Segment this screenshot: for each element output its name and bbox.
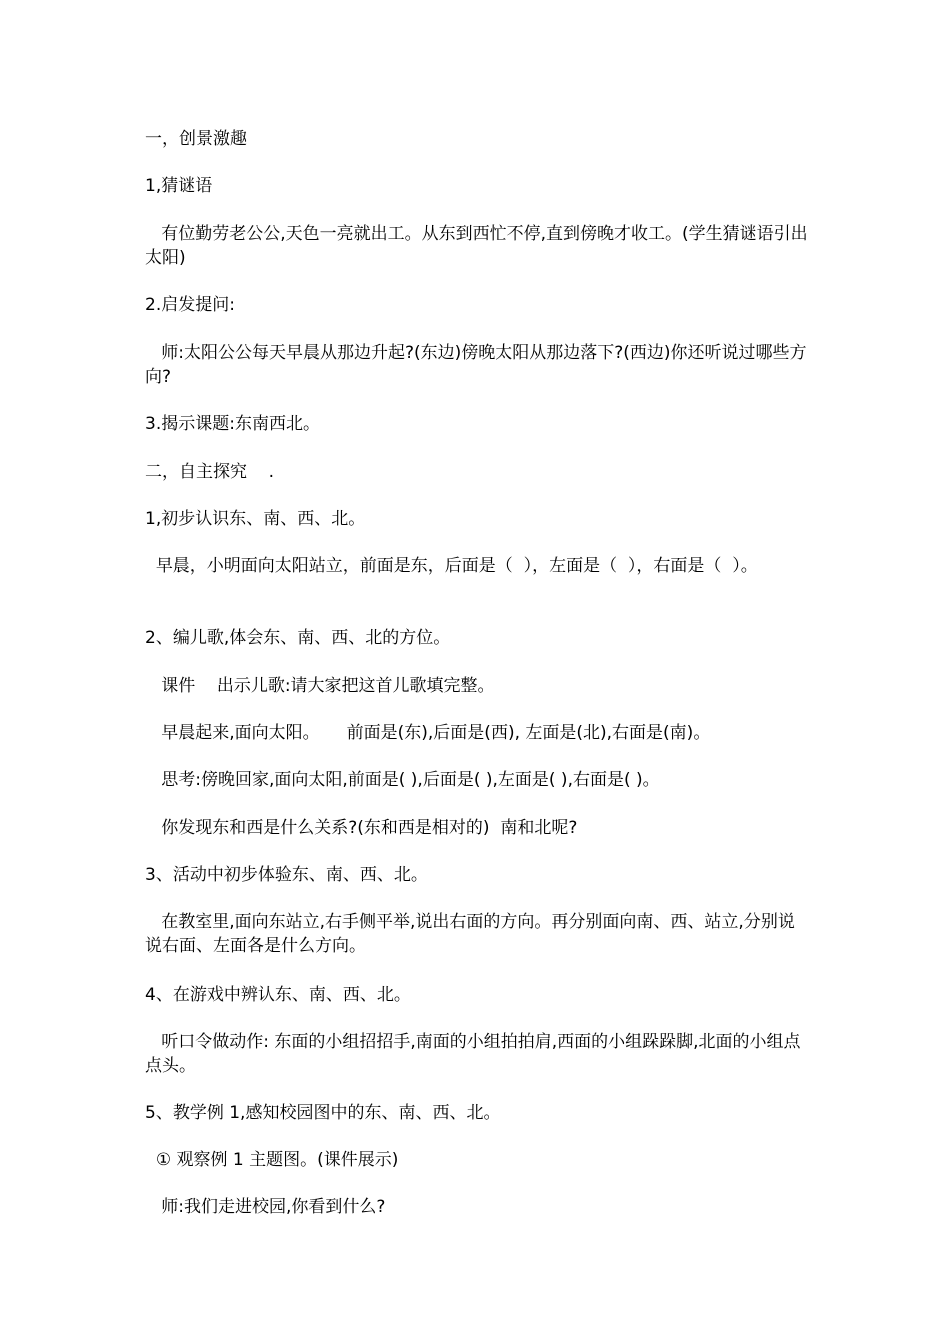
step-heading-question: 2.启发提问: <box>145 295 235 315</box>
section-heading-1: 一，创景激趣 <box>145 129 247 149</box>
step-heading-initial: 1,初步认识东、南、西、北。 <box>145 509 366 529</box>
step-heading-topic: 3.揭示课题:东南西北。 <box>145 414 320 434</box>
section-heading-2: 二，自主探究 . <box>145 462 275 482</box>
step-heading-activity: 3、活动中初步体验东、南、西、北。 <box>145 865 428 885</box>
paragraph-think: 思考:傍晚回家,面向太阳,前面是( ),后面是( ),左面是( ),右面是( )。 <box>145 770 660 790</box>
paragraph-xiaoming: 早晨，小明面向太阳站立，前面是东，后面是（ ），左面是（ ），右面是（ ）。 <box>145 556 758 576</box>
step-heading-riddle: 1,猜谜语 <box>145 176 213 196</box>
paragraph-riddle: 有位勤劳老公公,天色一亮就出工。从东到西忙不停,直到傍晚才收工。(学生猜谜语引出太阳) <box>145 224 808 268</box>
step-heading-song: 2、编儿歌,体会东、南、西、北的方位。 <box>145 628 451 648</box>
paragraph-observe: ① 观察例 1 主题图。(课件展示) <box>145 1150 399 1170</box>
step-heading-game: 4、在游戏中辨认东、南、西、北。 <box>145 985 411 1005</box>
paragraph-teacher-question: 师:太阳公公每天早晨从那边升起?(东边)傍晚太阳从那边落下?(西边)你还听说过哪些方向? <box>145 343 807 387</box>
paragraph-courseware: 课件 出示儿歌:请大家把这首儿歌填完整。 <box>145 676 495 696</box>
paragraph-classroom: 在教室里,面向东站立,右手侧平举,说出右面的方向。再分别面向南、西、站立,分别说说右面、左面各是什么方向。 <box>145 912 795 956</box>
paragraph-teacher-campus: 师:我们走进校园,你看到什么? <box>145 1197 386 1217</box>
paragraph-morning: 早晨起来,面向太阳。 前面是(东),后面是(西), 左面是(北),右面是(南)。 <box>145 723 711 743</box>
paragraph-game: 听口令做动作: 东面的小组招招手,南面的小组拍拍肩,西面的小组跺跺脚,北面的小组点点头。 <box>145 1032 801 1076</box>
step-heading-example: 5、教学例 1,感知校园图中的东、南、西、北。 <box>145 1103 501 1123</box>
paragraph-relation: 你发现东和西是什么关系?(东和西是相对的) 南和北呢? <box>145 818 578 838</box>
